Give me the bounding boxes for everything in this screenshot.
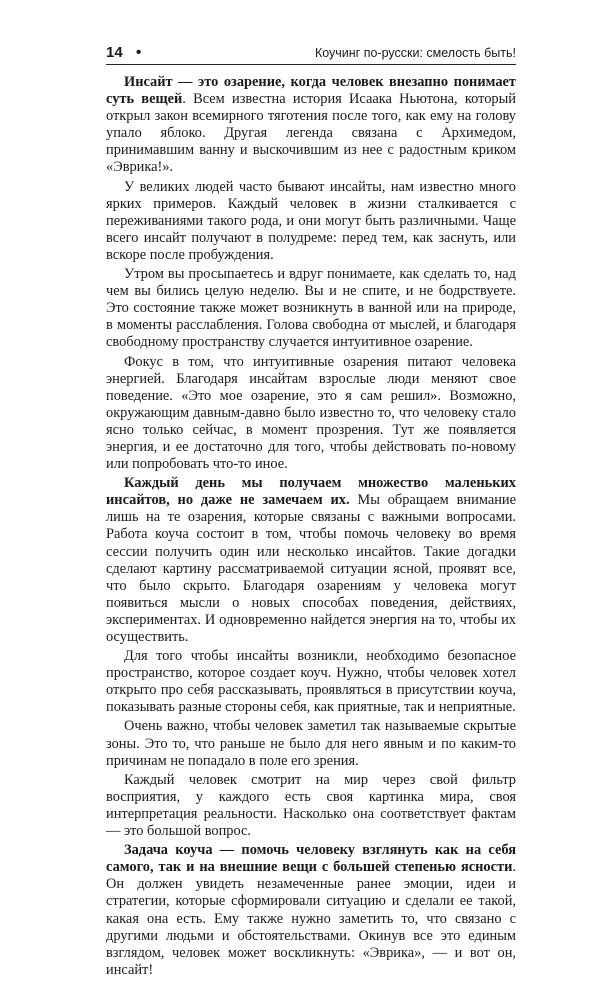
page-number: 14 <box>106 44 123 61</box>
paragraph-text: Очень важно, чтобы человек заметил так называемые скрытые зоны. Это то, что раньше не было для него явным и по каким-то причинам не попадало в поле его зрения. <box>106 718 516 769</box>
paragraph-text: Утром вы просыпаетесь и вдруг понимаете, как сделать то, над чем вы бились целую неделю. Вы и не спите, и не бодрствуете. Это состояние также может возникнуть в ванной или на природе, в моменты расслабления. Голова свободна от мыслей, и благодаря свободному пространству случается интуитивное озарение. <box>106 266 516 351</box>
paragraph-text: . Он должен увидеть незамеченные ранее эмоции, идеи и стратегии, которые сформировали ситуацию и сделали ее такой, какая она есть. Ему также нужно заметить то, что связано с другими людьми и обстоятельствами. Окинув все это единым взглядом, человек может воскликнуть: «Эврика», — и вот он, инсайт! <box>106 859 516 978</box>
paragraph-bold: Каждый день мы получаем множество маленьких инсайтов, но даже не замечаем их. <box>106 475 516 509</box>
paragraph-text: . Всем известна история Исаака Ньютона, который открыл закон всемирного тяготения после того, как ему на голову упало яблоко. Другая легенда связана с Архимедом, принимавшим ванну и выскочившим из нее с радостным криком «Эврика!». <box>106 91 516 176</box>
paragraph <box>106 266 516 351</box>
paragraph <box>106 772 516 840</box>
paragraph-bold: Задача коуча — помочь человеку взглянуть как на себя самого, так и на внешние вещи с большей степенью ясности <box>106 842 516 876</box>
paragraph <box>106 74 516 177</box>
paragraph <box>106 475 516 646</box>
paragraph <box>106 718 516 769</box>
paragraph-text: Каждый человек смотрит на мир через свой фильтр восприятия, у каждого есть своя картинка мира, своя интерпретация реальности. Насколько она соответствует фактам — это большой вопрос. <box>106 771 516 840</box>
header-bullet: • <box>136 44 142 61</box>
paragraph <box>106 648 516 716</box>
paragraph <box>106 354 516 474</box>
paragraph <box>106 179 516 264</box>
running-head: Коучинг по-русски: смелость быть! <box>314 46 516 60</box>
paragraph-text: У великих людей часто бывают инсайты, нам известно много ярких примеров. Каждый человек в жизни сталкивается с переживаниями такого рода, и они могут быть различными. Чаще всего инсайт получают в полудреме: перед тем, как заснуть, или вскоре после пробуждения. <box>106 178 516 263</box>
header-rule <box>106 64 516 65</box>
body-text <box>106 74 516 981</box>
paragraph <box>106 842 516 979</box>
page-header <box>106 44 516 64</box>
paragraph-text: Фокус в том, что интуитивные озарения питают человека энергией. Благодаря инсайтам взрослые люди меняют свое поведение. «Это мое озарение, это я сам решил». Возможно, окружающим давным-давно было известно то, что человеку стало ясно только сейчас, в момент прозрения. Тут же появляется энергия, и ее достаточно для того, чтобы действовать по-новому или попробовать что-то иное. <box>106 353 516 473</box>
paragraph-text: Мы обращаем внимание лишь на те озарения, которые связаны с важными вопросами. Работа коуча состоит в том, чтобы помочь человеку во время сессии получить один или несколько инсайтов. Такие догадки сделают картину рассматриваемой ситуации ясной, проявят все, что было скрыто. Благодаря озарениям у человека могут появиться мысли о новых способах поведения, действиях, экспериментах. И одновременно найдется энергия на то, чтобы их осуществить. <box>106 492 517 645</box>
paragraph-text: Для того чтобы инсайты возникли, необходимо безопасное пространство, которое создает коуч. Нужно, чтобы человек хотел открыто про себя рассказывать, проявляться в присутствии коуча, показывать разные стороны себя, как приятные, так и неприятные. <box>106 648 516 716</box>
paragraph-bold: Инсайт — это озарение, когда человек внезапно понимает суть вещей <box>106 74 516 108</box>
